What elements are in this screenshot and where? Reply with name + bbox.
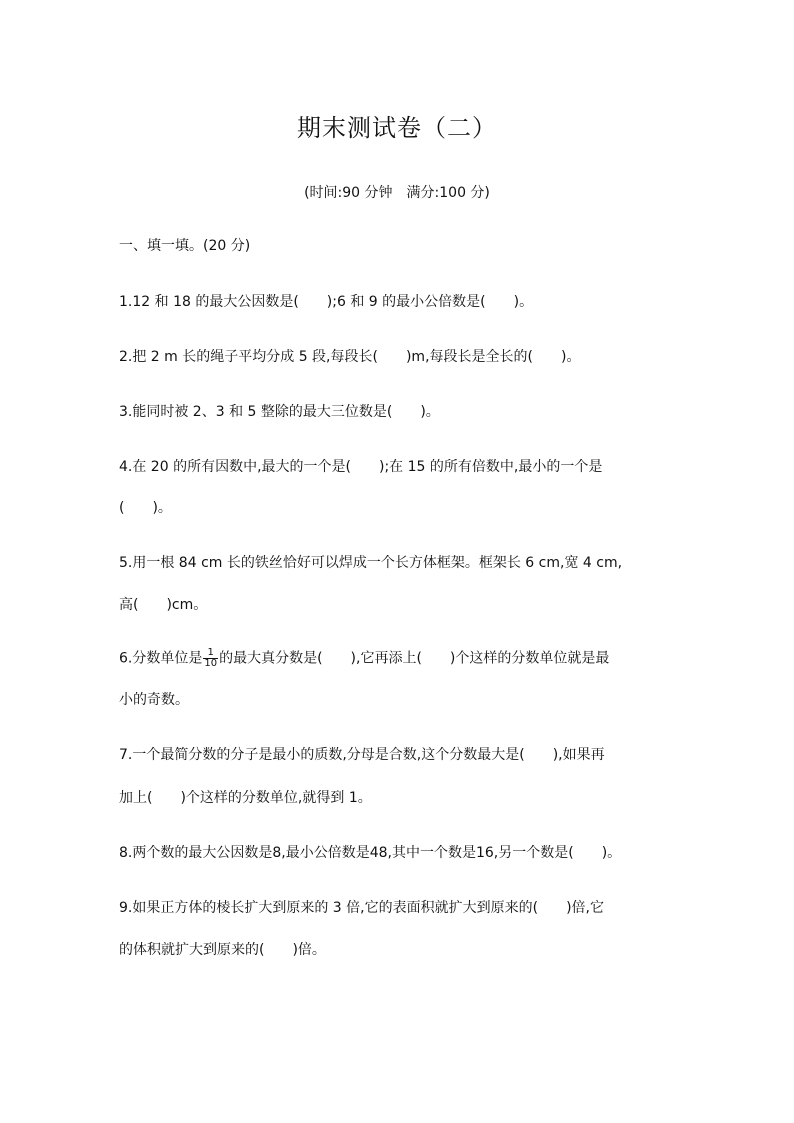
question-1: 1.12 和 18 的最大公因数是( );6 和 9 的最小公倍数是( )。 (119, 294, 534, 310)
question-5-line-1: 5.用一根 84 cm 长的铁丝恰好可以焊成一个长方体框架。框架长 6 cm,宽 4 cm, (119, 555, 623, 571)
question-3: 3.能同时被 2、3 和 5 整除的最大三位数是( )。 (119, 404, 440, 420)
page-title: 期末测试卷（二） (297, 114, 497, 142)
question-6-text-before: 6.分数单位是 (119, 650, 203, 667)
question-6-line-1 (119, 648, 609, 669)
question-7-line-2: 加上( )个这样的分数单位,就得到 1。 (119, 790, 372, 806)
exam-info: (时间:90 分钟 满分:100 分) (304, 185, 490, 201)
question-7-line-1: 7.一个最简分数的分子是最小的质数,分母是合数,这个分数最大是( ),如果再 (119, 747, 605, 763)
question-9-line-1: 9.如果正方体的棱长扩大到原来的 3 倍,它的表面积就扩大到原来的( )倍,它 (119, 900, 604, 916)
fraction-denominator: 10 (204, 658, 218, 669)
question-9-line-2: 的体积就扩大到原来的( )倍。 (119, 942, 326, 958)
question-6-text-after: 的最大真分数是( ),它再添上( )个这样的分数单位就是最 (219, 650, 610, 667)
fraction-numerator: 1 (203, 648, 218, 659)
fraction-one-tenth (203, 648, 218, 669)
question-5-line-2: 高( )cm。 (119, 597, 208, 613)
question-6-line-2: 小的奇数。 (119, 692, 189, 708)
question-2: 2.把 2 m 长的绳子平均分成 5 段,每段长( )m,每段长是全长的( )。 (119, 349, 581, 365)
question-4-line-2: ( )。 (119, 500, 172, 516)
question-8: 8.两个数的最大公因数是8,最小公倍数是48,其中一个数是16,另一个数是( )。 (119, 845, 622, 861)
question-4-line-1: 4.在 20 的所有因数中,最大的一个是( );在 15 的所有倍数中,最小的一个是 (119, 459, 603, 475)
section-heading: 一、填一填。(20 分) (119, 238, 251, 254)
